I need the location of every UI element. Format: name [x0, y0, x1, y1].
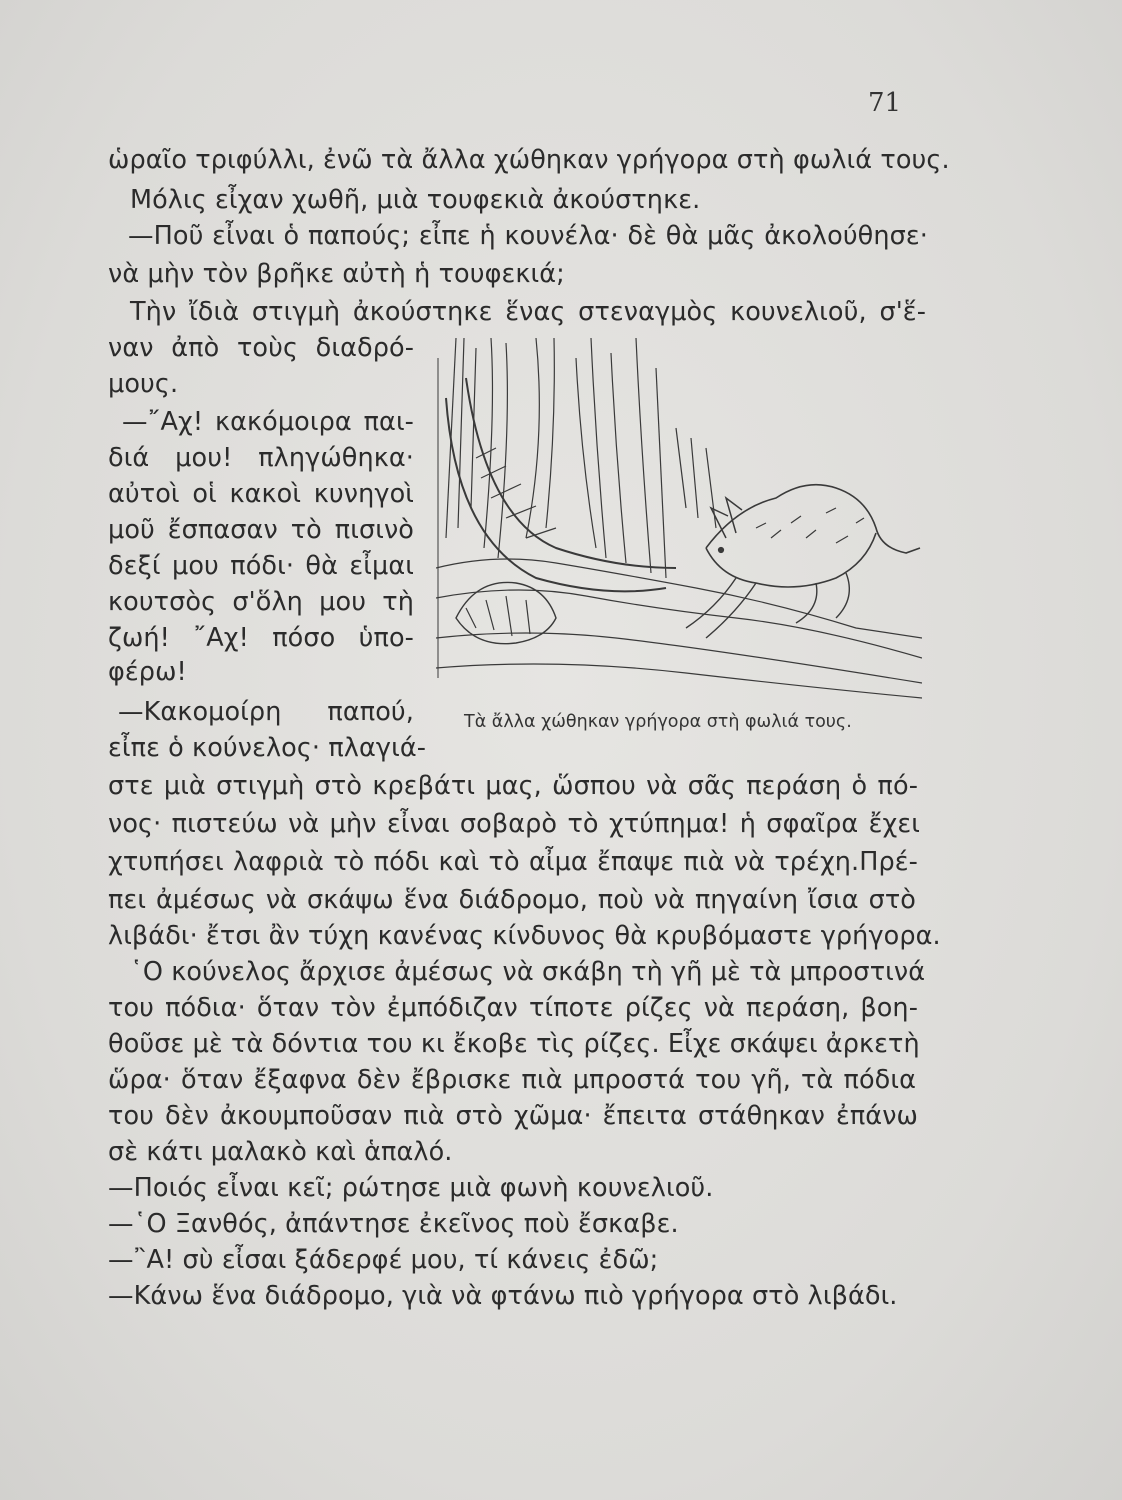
text-line: κουτσὸς σ'ὅλη μου τὴ [108, 587, 414, 617]
text-line: ναν ἀπὸ τοὺς διαδρό- [108, 333, 414, 363]
text-line: ζωή! ῎Αχ! πόσο ὑπο- [108, 623, 414, 653]
text-line: —Ποῦ εἶναι ὁ παπούς; εἶπε ἡ κουνέλα· δὲ θὰ μᾶς ἀκολούθησε· [128, 221, 928, 251]
illustration-caption: Τὰ ἄλλα χώθηκαν γρήγορα στὴ φωλιά τους. [464, 712, 852, 732]
text-line: —Κάνω ἕνα διάδρομο, γιὰ νὰ φτάνω πιὸ γρήγορα στὸ λιβάδι. [108, 1281, 898, 1311]
text-line: νος· πιστεύω νὰ μὴν εἶναι σοβαρὸ τὸ χτύπημα! ἡ σφαῖρα ἔχει [108, 809, 920, 839]
text-line: του πόδια· ὅταν τὸν ἐμπόδιζαν τίποτε ρίζες νὰ περάση, βοη- [108, 993, 918, 1023]
text-line: ῾Ο κούνελος ἄρχισε ἀμέσως νὰ σκάβη τὴ γῆ μὲ τὰ μπροστινά [130, 957, 926, 987]
rabbit-engraving-image [436, 338, 922, 700]
text-line: χτυπήσει λαφριὰ τὸ πόδι καὶ τὸ αἶμα ἔπαψε πιὰ νὰ τρέχη.Πρέ- [108, 847, 918, 877]
text-line: δεξί μου πόδι· θὰ εἶμαι [108, 551, 414, 581]
text-line: λιβάδι· ἔτσι ἂν τύχη κανένας κίνδυνος θὰ κρυβόμαστε γρήγορα. [108, 921, 941, 951]
text-line: Μόλις εἶχαν χωθῆ, μιὰ τουφεκιὰ ἀκούστηκε. [130, 185, 701, 215]
text-line: του δὲν ἀκουμποῦσαν πιὰ στὸ χῶμα· ἔπειτα στάθηκαν ἐπάνω [108, 1101, 918, 1131]
text-line: —῎Αχ! κακόμοιρα παι- [122, 407, 414, 437]
text-line: ὥρα· ὅταν ἔξαφνα δὲν ἔβρισκε πιὰ μπροστά του γῆ, τὰ πόδια [108, 1065, 916, 1095]
text-line: —Κακομοίρη παπού, [118, 697, 414, 727]
text-line: μοῦ ἔσπασαν τὸ πισινὸ [108, 515, 414, 545]
text-line: στε μιὰ στιγμὴ στὸ κρεβάτι μας, ὥσπου νὰ σᾶς περάση ὁ πό- [108, 771, 918, 801]
page-number: 71 [868, 88, 902, 118]
text-line: Τὴν ἴδιὰ στιγμὴ ἀκούστηκε ἕνας στεναγμὸς κουνελιοῦ, σ'ἕ- [130, 297, 926, 327]
text-line: εἶπε ὁ κούνελος· πλαγιά- [108, 733, 427, 763]
text-line: διά μου! πληγώθηκα· [108, 443, 414, 473]
text-line: ὡραῖο τριφύλλι, ἐνῶ τὰ ἄλλα χώθηκαν γρήγορα στὴ φωλιά τους. [108, 145, 950, 175]
text-line: νὰ μὴν τὸν βρῆκε αὐτὴ ἡ τουφεκιά; [108, 259, 565, 289]
text-line: —῾Ο Ξανθός, ἀπάντησε ἐκεῖνος ποὺ ἔσκαβε. [108, 1209, 679, 1239]
text-line: θοῦσε μὲ τὰ δόντια του κι ἔκοβε τὶς ρίζες. Εἶχε σκάψει ἀρκετὴ [108, 1029, 920, 1059]
text-line: αὐτοὶ οἱ κακοὶ κυνηγοὶ [108, 479, 414, 509]
text-line: —Ποιός εἶναι κεῖ; ρώτησε μιὰ φωνὴ κουνελιοῦ. [108, 1173, 714, 1203]
text-line: φέρω! [108, 657, 187, 687]
rabbit-illustration [436, 338, 922, 700]
text-line: μους. [108, 369, 179, 399]
text-line: —῍Α! σὺ εἶσαι ξάδερφέ μου, τί κάνεις ἐδῶ; [108, 1245, 659, 1275]
text-line: πει ἀμέσως νὰ σκάψω ἕνα διάδρομο, ποὺ νὰ πηγαίνη ἴσια στὸ [108, 885, 916, 915]
text-line: σὲ κάτι μαλακὸ καὶ ἁπαλό. [108, 1137, 453, 1167]
